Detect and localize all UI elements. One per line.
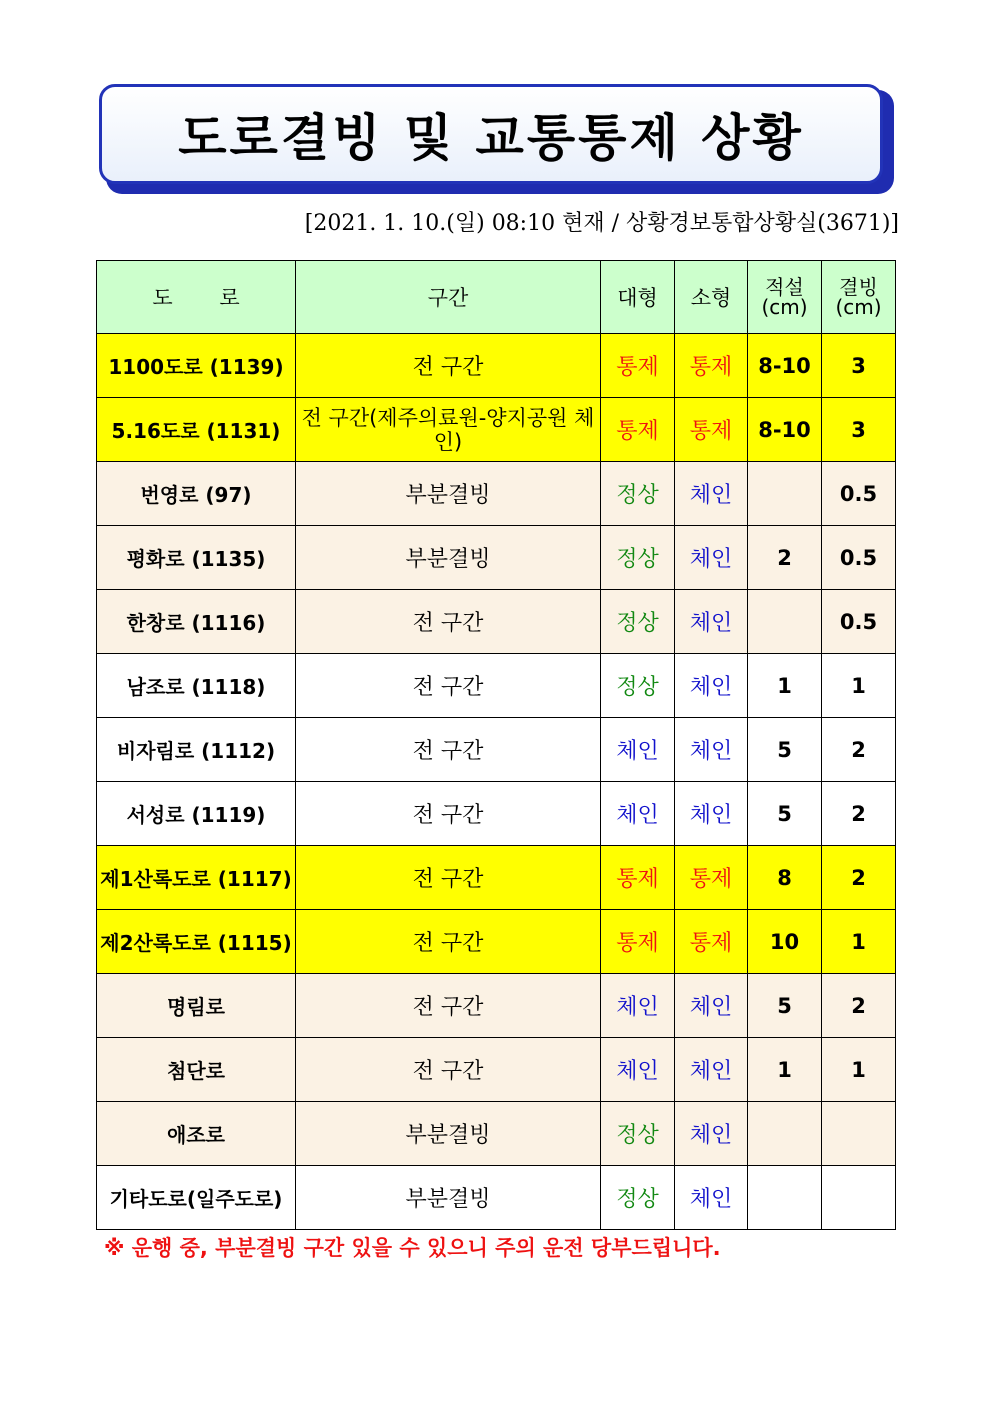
table-row <box>97 462 896 526</box>
road-section: 전 구간 <box>296 1038 601 1102</box>
table-row <box>97 1102 896 1166</box>
header-small-vehicle: 소형 <box>675 261 748 334</box>
header-snow-label: 적설 <box>765 275 804 299</box>
snow-depth: 5 <box>748 718 822 782</box>
large-vehicle-status: 체인 <box>601 782 675 846</box>
ice-depth: 0.5 <box>822 590 896 654</box>
table-row <box>97 526 896 590</box>
table-row <box>97 974 896 1038</box>
ice-depth <box>822 1102 896 1166</box>
large-vehicle-status: 정상 <box>601 654 675 718</box>
caution-note: ※ 운행 중, 부분결빙 구간 있을 수 있으니 주의 운전 당부드립니다. <box>104 1236 721 1260</box>
ice-depth: 1 <box>822 654 896 718</box>
road-name: 서성로 (1119) <box>97 782 296 846</box>
table-row <box>97 782 896 846</box>
large-vehicle-status: 통제 <box>601 334 675 398</box>
table-row <box>97 334 896 398</box>
road-name: 번영로 (97) <box>97 462 296 526</box>
table-row <box>97 846 896 910</box>
large-vehicle-status: 체인 <box>601 974 675 1038</box>
header-ice-label: 결빙 <box>839 275 878 299</box>
road-section: 전 구간 <box>296 590 601 654</box>
road-name: 첨단로 <box>97 1038 296 1102</box>
road-name: 1100도로 (1139) <box>97 334 296 398</box>
snow-depth: 1 <box>748 654 822 718</box>
road-section: 전 구간 <box>296 910 601 974</box>
ice-depth: 1 <box>822 910 896 974</box>
table-row <box>97 1166 896 1230</box>
snow-depth <box>748 1102 822 1166</box>
road-name: 제2산록도로 (1115) <box>97 910 296 974</box>
snow-depth: 8-10 <box>748 334 822 398</box>
ice-depth: 0.5 <box>822 462 896 526</box>
snow-depth <box>748 462 822 526</box>
large-vehicle-status: 통제 <box>601 846 675 910</box>
road-section: 부분결빙 <box>296 462 601 526</box>
small-vehicle-status: 체인 <box>675 1038 748 1102</box>
table-header-row <box>97 261 896 334</box>
small-vehicle-status: 체인 <box>675 718 748 782</box>
small-vehicle-status: 통제 <box>675 398 748 462</box>
road-section: 전 구간 <box>296 654 601 718</box>
large-vehicle-status: 정상 <box>601 462 675 526</box>
ice-depth: 2 <box>822 974 896 1038</box>
snow-depth <box>748 590 822 654</box>
road-name: 제1산록도로 (1117) <box>97 846 296 910</box>
header-snow <box>748 261 822 334</box>
large-vehicle-status: 정상 <box>601 1166 675 1230</box>
report-timestamp: [2021. 1. 10.(일) 08:10 현재 / 상황경보통합상황실(3671)] <box>304 211 899 236</box>
ice-depth: 3 <box>822 334 896 398</box>
table-row <box>97 910 896 974</box>
large-vehicle-status: 정상 <box>601 1102 675 1166</box>
header-section: 구간 <box>296 261 601 334</box>
snow-depth: 2 <box>748 526 822 590</box>
large-vehicle-status: 정상 <box>601 526 675 590</box>
page-title: 도로결빙 및 교통통제 상황 <box>178 109 804 167</box>
ice-depth: 3 <box>822 398 896 462</box>
snow-depth: 10 <box>748 910 822 974</box>
ice-depth: 2 <box>822 846 896 910</box>
small-vehicle-status: 체인 <box>675 654 748 718</box>
small-vehicle-status: 체인 <box>675 1166 748 1230</box>
road-name: 애조로 <box>97 1102 296 1166</box>
road-name: 5.16도로 (1131) <box>97 398 296 462</box>
large-vehicle-status: 통제 <box>601 910 675 974</box>
road-section: 전 구간 <box>296 846 601 910</box>
small-vehicle-status: 체인 <box>675 590 748 654</box>
large-vehicle-status: 체인 <box>601 1038 675 1102</box>
header-road: 도 로 <box>97 261 296 334</box>
ice-depth: 1 <box>822 1038 896 1102</box>
table-row <box>97 398 896 462</box>
large-vehicle-status: 체인 <box>601 718 675 782</box>
table-row <box>97 654 896 718</box>
ice-depth: 0.5 <box>822 526 896 590</box>
snow-depth <box>748 1166 822 1230</box>
table-row <box>97 718 896 782</box>
road-name: 남조로 (1118) <box>97 654 296 718</box>
header-ice-unit: (cm) <box>835 295 882 319</box>
large-vehicle-status: 정상 <box>601 590 675 654</box>
ice-depth: 2 <box>822 782 896 846</box>
road-section: 부분결빙 <box>296 526 601 590</box>
road-section: 부분결빙 <box>296 1166 601 1230</box>
road-status-table <box>96 260 896 1230</box>
small-vehicle-status: 통제 <box>675 334 748 398</box>
snow-depth: 8-10 <box>748 398 822 462</box>
road-name: 비자림로 (1112) <box>97 718 296 782</box>
snow-depth: 5 <box>748 782 822 846</box>
road-section: 전 구간 <box>296 974 601 1038</box>
ice-depth: 2 <box>822 718 896 782</box>
title-box <box>99 84 883 184</box>
ice-depth <box>822 1166 896 1230</box>
small-vehicle-status: 체인 <box>675 462 748 526</box>
road-section: 전 구간 <box>296 334 601 398</box>
large-vehicle-status: 통제 <box>601 398 675 462</box>
small-vehicle-status: 체인 <box>675 782 748 846</box>
small-vehicle-status: 체인 <box>675 974 748 1038</box>
header-snow-unit: (cm) <box>761 295 808 319</box>
snow-depth: 1 <box>748 1038 822 1102</box>
small-vehicle-status: 체인 <box>675 526 748 590</box>
road-name: 기타도로(일주도로) <box>97 1166 296 1230</box>
road-name: 명림로 <box>97 974 296 1038</box>
road-section: 전 구간 <box>296 782 601 846</box>
road-section: 부분결빙 <box>296 1102 601 1166</box>
road-section: 전 구간(제주의료원-양지공원 체인) <box>296 398 601 462</box>
header-ice <box>822 261 896 334</box>
table-row <box>97 590 896 654</box>
road-section: 전 구간 <box>296 718 601 782</box>
small-vehicle-status: 통제 <box>675 910 748 974</box>
road-name: 한창로 (1116) <box>97 590 296 654</box>
small-vehicle-status: 체인 <box>675 1102 748 1166</box>
snow-depth: 5 <box>748 974 822 1038</box>
table-row <box>97 1038 896 1102</box>
snow-depth: 8 <box>748 846 822 910</box>
small-vehicle-status: 통제 <box>675 846 748 910</box>
header-large-vehicle: 대형 <box>601 261 675 334</box>
road-name: 평화로 (1135) <box>97 526 296 590</box>
